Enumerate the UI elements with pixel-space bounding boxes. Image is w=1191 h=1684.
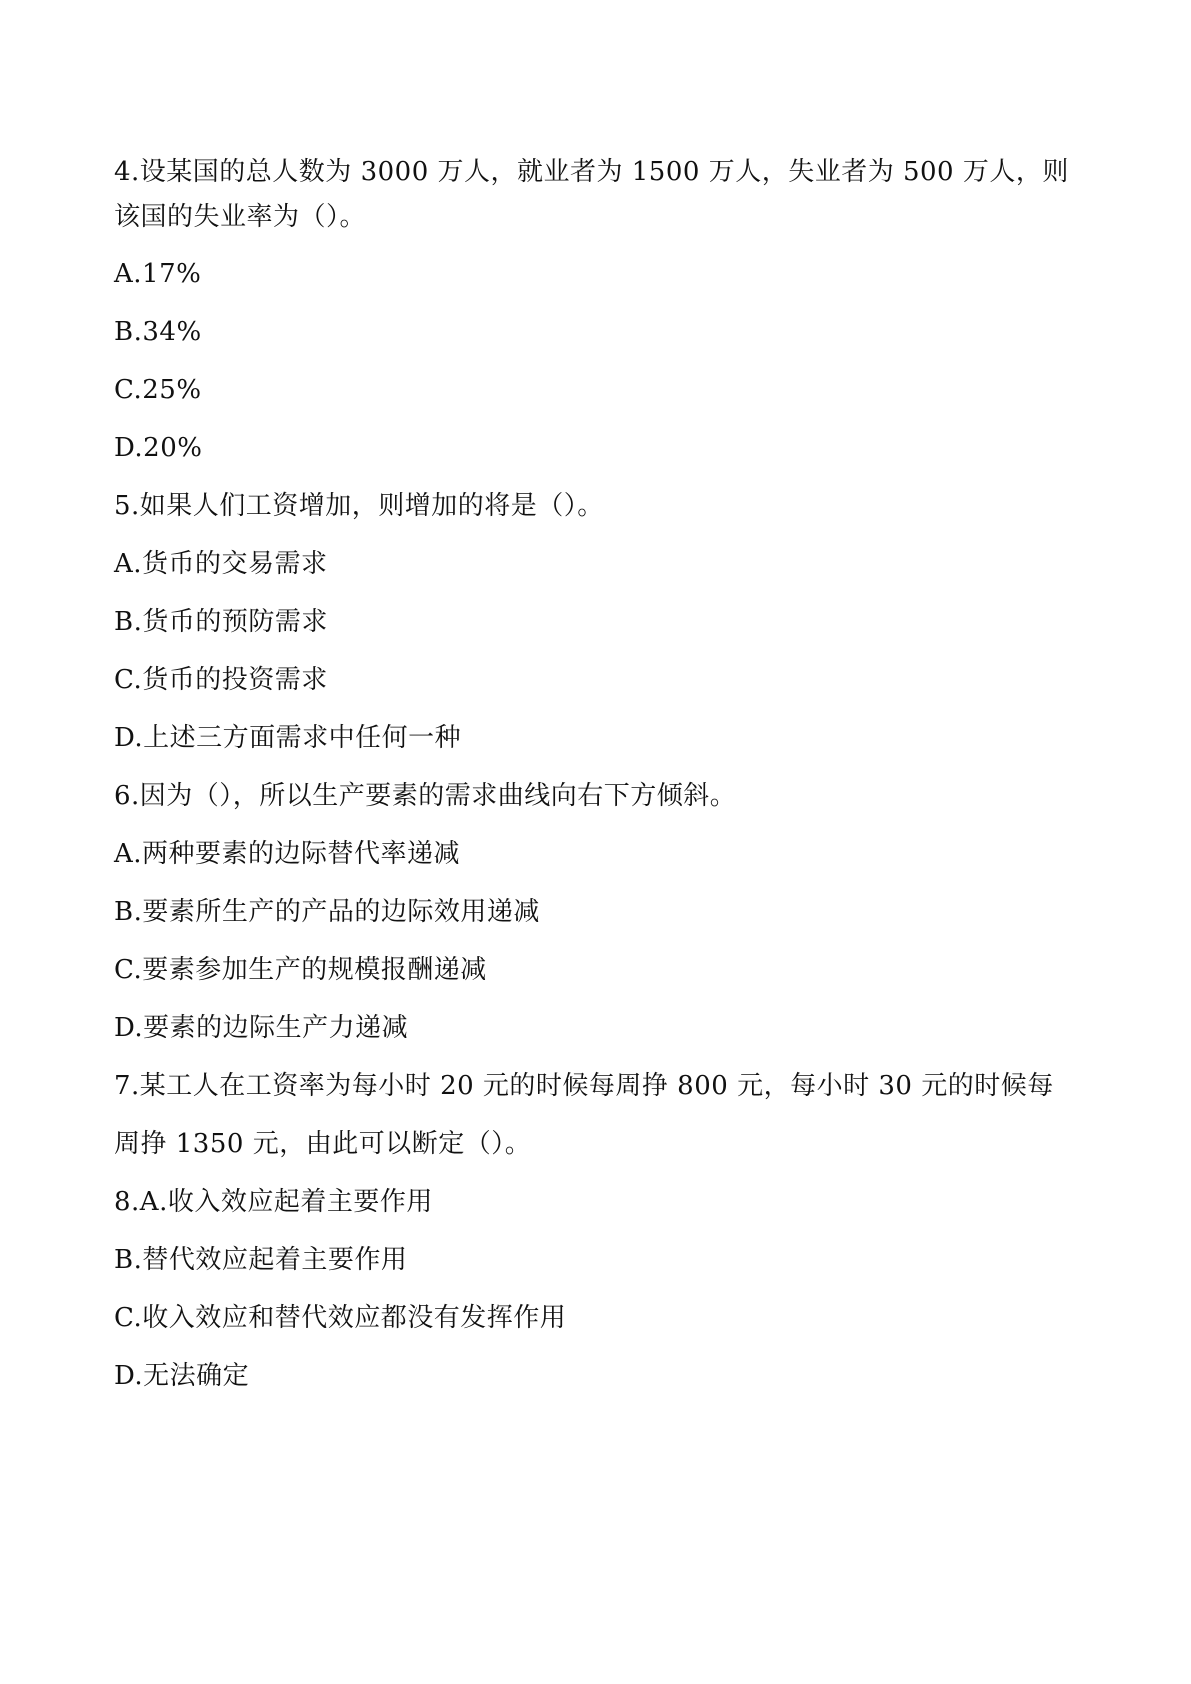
question-4-option-d: D.20% — [114, 433, 203, 463]
question-6-option-c: C.要素参加生产的规模报酬递减 — [114, 955, 487, 985]
question-8-option-c: C.收入效应和替代效应都没有发挥作用 — [114, 1303, 567, 1333]
question-8-option-b: B.替代效应起着主要作用 — [114, 1245, 408, 1275]
question-6-text: 6.因为（），所以生产要素的需求曲线向右下方倾斜。 — [114, 781, 737, 811]
question-5-option-c: C.货币的投资需求 — [114, 665, 328, 695]
question-4-option-b: B.34% — [114, 317, 202, 347]
question-7-text-line-2: 周挣 1350 元，由此可以断定（）。 — [114, 1129, 532, 1159]
question-4-text-line-1: 4.设某国的总人数为 3000 万人，就业者为 1500 万人，失业者为 500 万人，则 — [114, 157, 1069, 187]
question-6-option-a: A.两种要素的边际替代率递减 — [114, 839, 461, 869]
question-5-option-b: B.货币的预防需求 — [114, 607, 328, 637]
question-5-option-d: D.上述三方面需求中任何一种 — [114, 723, 462, 753]
question-7-text-line-1: 7.某工人在工资率为每小时 20 元的时候每周挣 800 元，每小时 30 元的时候每 — [114, 1071, 1054, 1101]
question-4-option-a: A.17% — [114, 259, 202, 289]
question-4-text-line-2: 该国的失业率为（）。 — [114, 202, 367, 232]
question-6-option-b: B.要素所生产的产品的边际效用递减 — [114, 897, 540, 927]
question-5-text: 5.如果人们工资增加，则增加的将是（）。 — [114, 491, 604, 521]
question-6-option-d: D.要素的边际生产力递减 — [114, 1013, 409, 1043]
question-4-option-c: C.25% — [114, 375, 202, 405]
question-5-option-a: A.货币的交易需求 — [114, 549, 328, 579]
question-8-option-d: D.无法确定 — [114, 1361, 250, 1391]
question-8-option-a: 8.A.收入效应起着主要作用 — [114, 1187, 433, 1217]
